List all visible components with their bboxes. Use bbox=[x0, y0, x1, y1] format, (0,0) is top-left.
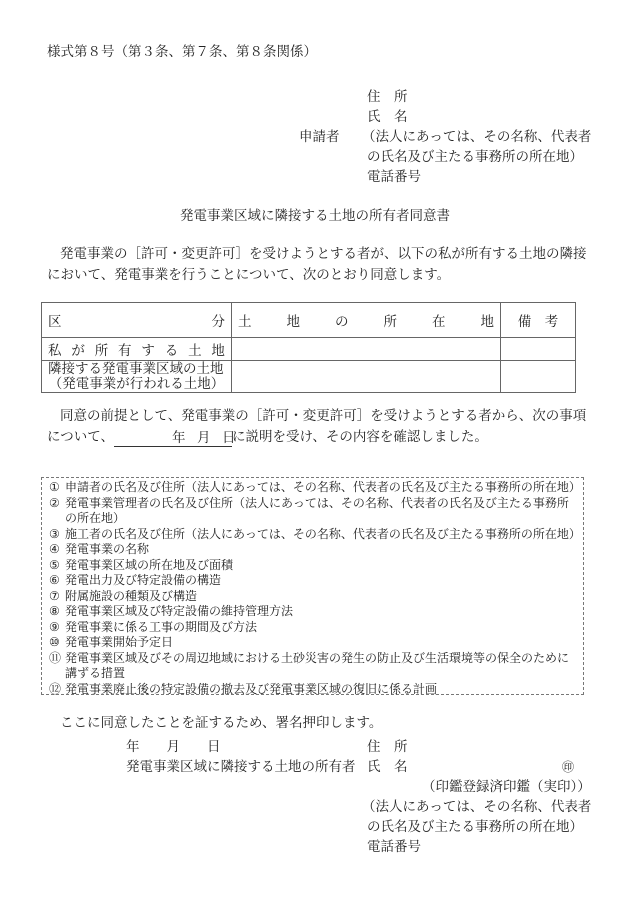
item-text: 発電事業区域及びその周辺地域における土砂災害の発生の防止及び生活環境等の保全のために講ずる措置 bbox=[65, 650, 570, 680]
header-remarks: 備 考 bbox=[501, 303, 576, 338]
explanation-before: 同意の前提として、発電事業の［許可・変更許可］を受けようとする者から、次の事項について、 bbox=[47, 408, 587, 445]
header-location-char: 地 bbox=[480, 314, 494, 330]
item-text: 発電事業開始予定日 bbox=[65, 635, 174, 649]
applicant-label: 申請者 bbox=[299, 129, 340, 145]
consent-paragraph: 発電事業の［許可・変更許可］を受けようとする者が、以下の私が所有する土地の隣接において、発電事業を行うことについて、次のとおり同意します。 bbox=[47, 246, 587, 283]
item-text: 発電事業の名称 bbox=[65, 542, 150, 556]
land-table bbox=[41, 302, 576, 393]
explained-item bbox=[49, 480, 583, 496]
item-text: 附属施設の種類及び構造 bbox=[65, 588, 198, 603]
explained-item bbox=[49, 527, 583, 543]
row-own-land-location[interactable] bbox=[232, 338, 501, 361]
item-text: 発電事業廃止後の特定設備の撤去及び発電事業区域の復旧に係る計画 bbox=[65, 681, 438, 696]
owner-name-label: 氏 名 bbox=[367, 759, 408, 775]
item-text: 申請者の氏名及び住所（法人にあっては、その名称、代表者の氏名及び主たる事務所の所在地） bbox=[65, 480, 581, 494]
table-row bbox=[42, 361, 576, 393]
owner-corporate-note-1: （法人にあっては、その名称、代表者 bbox=[362, 799, 592, 815]
explained-item bbox=[49, 542, 583, 558]
explained-item bbox=[49, 651, 583, 682]
category-char: 私 bbox=[48, 343, 62, 359]
seal-note: （印鑑登録済印鑑（実印）） bbox=[422, 779, 591, 795]
item-number: ⑩ bbox=[49, 635, 60, 649]
item-number: ② bbox=[49, 495, 60, 510]
item-number: ⑪ bbox=[49, 650, 62, 665]
header-location-char: 土 bbox=[238, 314, 252, 330]
header-category-char: 区 bbox=[48, 314, 62, 330]
header-location-char: 所 bbox=[383, 314, 397, 330]
row-own-land-remarks[interactable] bbox=[501, 338, 576, 361]
header-location-char: の bbox=[335, 314, 349, 330]
form-number: 様式第８号（第３条、第７条、第８条関係） bbox=[47, 44, 317, 60]
date-month-label: 月 bbox=[196, 430, 211, 446]
adjacent-category-line2: （発電事業が行われる土地） bbox=[48, 375, 225, 392]
category-char: が bbox=[71, 343, 85, 359]
item-number: ⑨ bbox=[49, 619, 60, 634]
applicant-corporate-note-2: の氏名及び主たる事務所の所在地） bbox=[367, 149, 583, 165]
document-title: 発電事業区域に隣接する土地の所有者同意書 bbox=[180, 208, 450, 224]
owner-corporate-note-2: の氏名及び主たる事務所の所在地） bbox=[367, 819, 583, 835]
owner-phone-label: 電話番号 bbox=[367, 839, 421, 855]
explanation-after: に説明を受け、その内容を確認しました。 bbox=[231, 428, 488, 445]
category-char: 地 bbox=[211, 343, 225, 359]
owner-label: 発電事業区域に隣接する土地の所有者 bbox=[126, 759, 356, 775]
explained-items-box bbox=[41, 477, 584, 695]
row-own-land-category bbox=[42, 338, 232, 361]
item-number: ⑫ bbox=[49, 681, 62, 696]
explanation-paragraph bbox=[47, 406, 587, 447]
explained-item bbox=[49, 496, 583, 527]
explained-item bbox=[49, 635, 583, 651]
header-category bbox=[42, 303, 232, 338]
explained-item bbox=[49, 604, 583, 620]
item-text: 発電事業管理者の氏名及び住所（法人にあっては、その名称、代表者の氏名及び主たる事務所の所在地） bbox=[65, 495, 569, 525]
signature-lead: ここに同意したことを証するため、署名押印します。 bbox=[60, 715, 383, 731]
seal-icon: ㊞ bbox=[562, 760, 575, 774]
category-char: 土 bbox=[188, 343, 202, 359]
explained-item bbox=[49, 620, 583, 636]
header-location bbox=[232, 303, 501, 338]
category-char: 有 bbox=[118, 343, 132, 359]
item-text: 発電出力及び特定設備の構造 bbox=[65, 573, 222, 587]
explained-item bbox=[49, 682, 583, 698]
item-number: ⑧ bbox=[49, 604, 60, 618]
item-number: ⑤ bbox=[49, 557, 60, 572]
table-row bbox=[42, 338, 576, 361]
category-char: 所 bbox=[94, 343, 109, 359]
explained-items-list bbox=[42, 478, 583, 697]
table-header-row bbox=[42, 303, 576, 338]
owner-address-label: 住 所 bbox=[367, 739, 408, 755]
applicant-name-label: 氏 名 bbox=[367, 109, 408, 125]
applicant-phone-label: 電話番号 bbox=[367, 169, 421, 185]
item-text: 発電事業区域の所在地及び面積 bbox=[65, 557, 234, 572]
header-category-char: 分 bbox=[211, 314, 225, 330]
applicant-address-label: 住 所 bbox=[367, 89, 408, 105]
date-day-label: 日 bbox=[221, 430, 236, 446]
category-char: る bbox=[164, 343, 179, 359]
item-number: ⑦ bbox=[49, 588, 60, 603]
item-text: 施工者の氏名及び住所（法人にあっては、その名称、代表者の氏名及び主たる事務所の所在地） bbox=[65, 526, 581, 541]
row-adjacent-land-remarks[interactable] bbox=[501, 361, 576, 393]
item-number: ⑥ bbox=[49, 573, 60, 587]
date-year-label: 年 bbox=[171, 430, 186, 446]
row-adjacent-land-category bbox=[42, 361, 232, 393]
item-text: 発電事業に係る工事の期間及び方法 bbox=[65, 619, 258, 634]
category-char: す bbox=[141, 343, 155, 359]
header-location-char: 在 bbox=[432, 314, 446, 330]
item-number: ③ bbox=[49, 526, 60, 541]
item-number: ④ bbox=[49, 542, 60, 556]
applicant-corporate-note-1: （法人にあっては、その名称、代表者 bbox=[362, 129, 592, 145]
explained-item bbox=[49, 573, 583, 589]
item-text: 発電事業区域及び特定設備の維持管理方法 bbox=[65, 604, 294, 618]
signature-date[interactable]: 年 月 日 bbox=[126, 739, 221, 755]
explained-item bbox=[49, 589, 583, 605]
item-number: ① bbox=[49, 480, 60, 494]
explanation-date-field[interactable] bbox=[114, 428, 236, 447]
explained-item bbox=[49, 558, 583, 574]
adjacent-category-line1: 隣接する発電事業区域の土地 bbox=[48, 360, 224, 377]
header-location-char: 地 bbox=[286, 314, 300, 330]
row-adjacent-land-location[interactable] bbox=[232, 361, 501, 393]
